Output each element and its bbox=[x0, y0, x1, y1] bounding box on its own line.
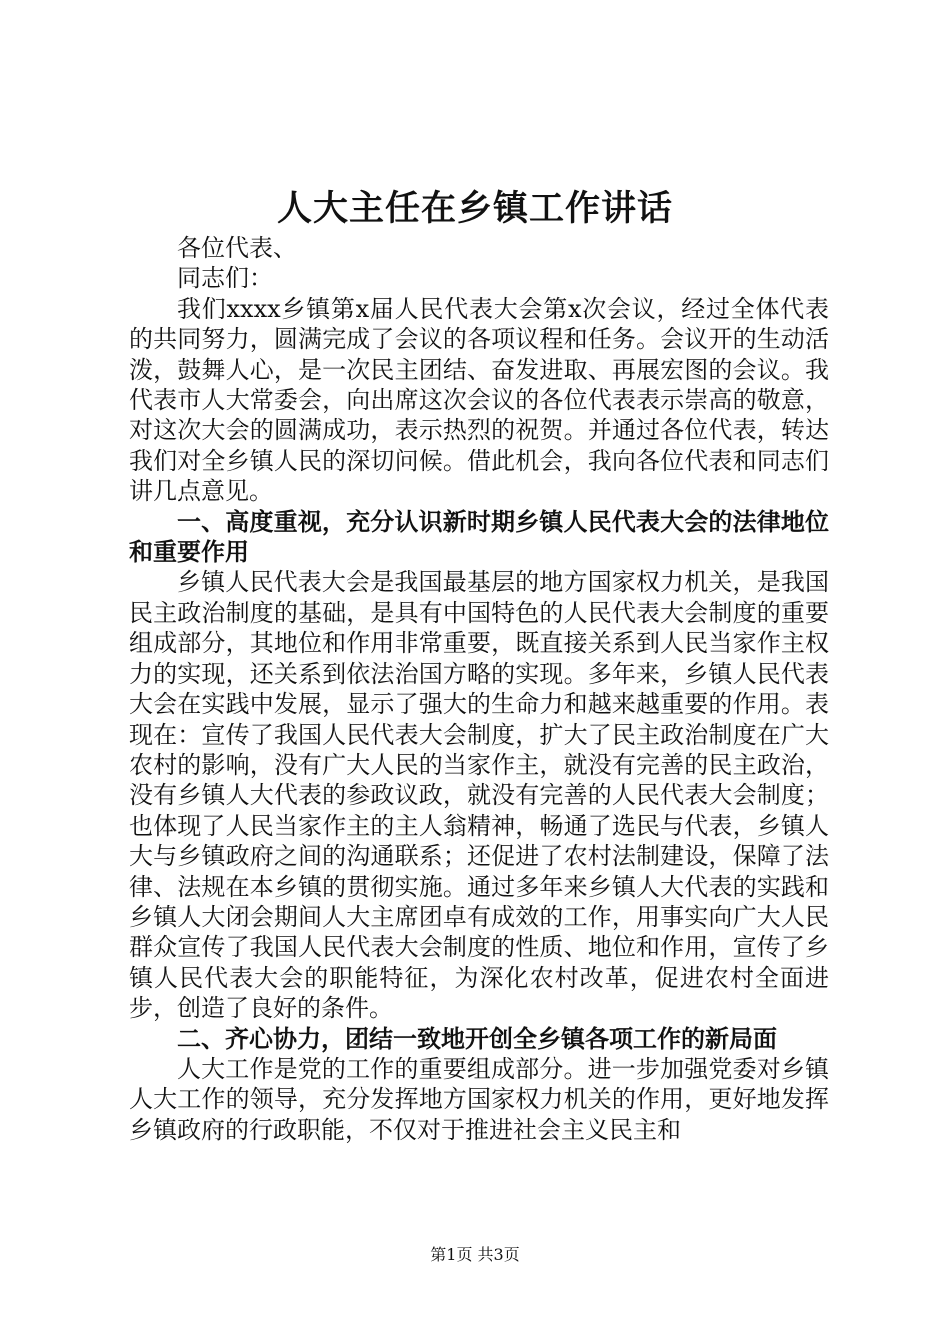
salutation-line: 同志们： bbox=[177, 264, 273, 293]
body-paragraph: 乡镇人民代表大会是我国最基层的地方国家权力机关，是我国民主政治制度的基础，是具有中国特色的人民代表大会制度的重要组成部分，其地位和作用非常重要，既直接关系到人民当家作主权力的实现，还关系到依法治国方略的实现。多年来，乡镇人民代表大会在实践中发展，显示了强大的生命力和越来越重要的作用。表现在：宣传了我国人民代表大会制度，扩大了民主政治制度在广大农村的影响，没有广大人民的当家作主，就没有完善的民主政治，没有乡镇人大代表的参政议政，就没有完善的人民代表大会制度；也体现了人民当家作主的主人翁精神，畅通了选民与代表，乡镇人大与乡镇政府之间的沟通联系；还促进了农村法制建设，保障了法律、法规在本乡镇的贯彻实施。通过多年来乡镇人大代表的实践和乡镇人大闭会期间人大主席团卓有成效的工作，用事实向广大人民群众宣传了我国人民代表大会制度的性质、地位和作用，宣传了乡镇人民代表大会的职能特征，为深化农村改革，促进农村全面进步，创造了良好的条件。 bbox=[129, 568, 829, 1023]
body-paragraph: 人大工作是党的工作的重要组成部分。进一步加强党委对乡镇人大工作的领导，充分发挥地方国家权力机关的作用，更好地发挥乡镇政府的行政职能，不仅对于推进社会主义民主和 bbox=[129, 1054, 829, 1144]
section-heading: 一、高度重视，充分认识新时期乡镇人民代表大会的法律地位和重要作用 bbox=[129, 507, 829, 567]
section-heading: 二、齐心协力，团结一致地开创全乡镇各项工作的新局面 bbox=[177, 1024, 777, 1053]
page-footer: 第1页 共3页 bbox=[430, 1245, 520, 1264]
document-title: 人大主任在乡镇工作讲话 bbox=[276, 189, 673, 229]
body-paragraph: 我们xxxx乡镇第x届人民代表大会第x次会议，经过全体代表的共同努力，圆满完成了会议的各项议程和任务。会议开的生动活泼，鼓舞人心，是一次民主团结、奋发进取、再展宏图的会议。我代表市人大常委会，向出席这次会议的各位代表表示崇高的敬意，对这次大会的圆满成功，表示热烈的祝贺。并通过各位代表，转达我们对全乡镇人民的深切问候。借此机会，我向各位代表和同志们讲几点意见。 bbox=[129, 294, 829, 506]
salutation-line: 各位代表、 bbox=[177, 234, 297, 262]
document-body bbox=[129, 233, 829, 1145]
